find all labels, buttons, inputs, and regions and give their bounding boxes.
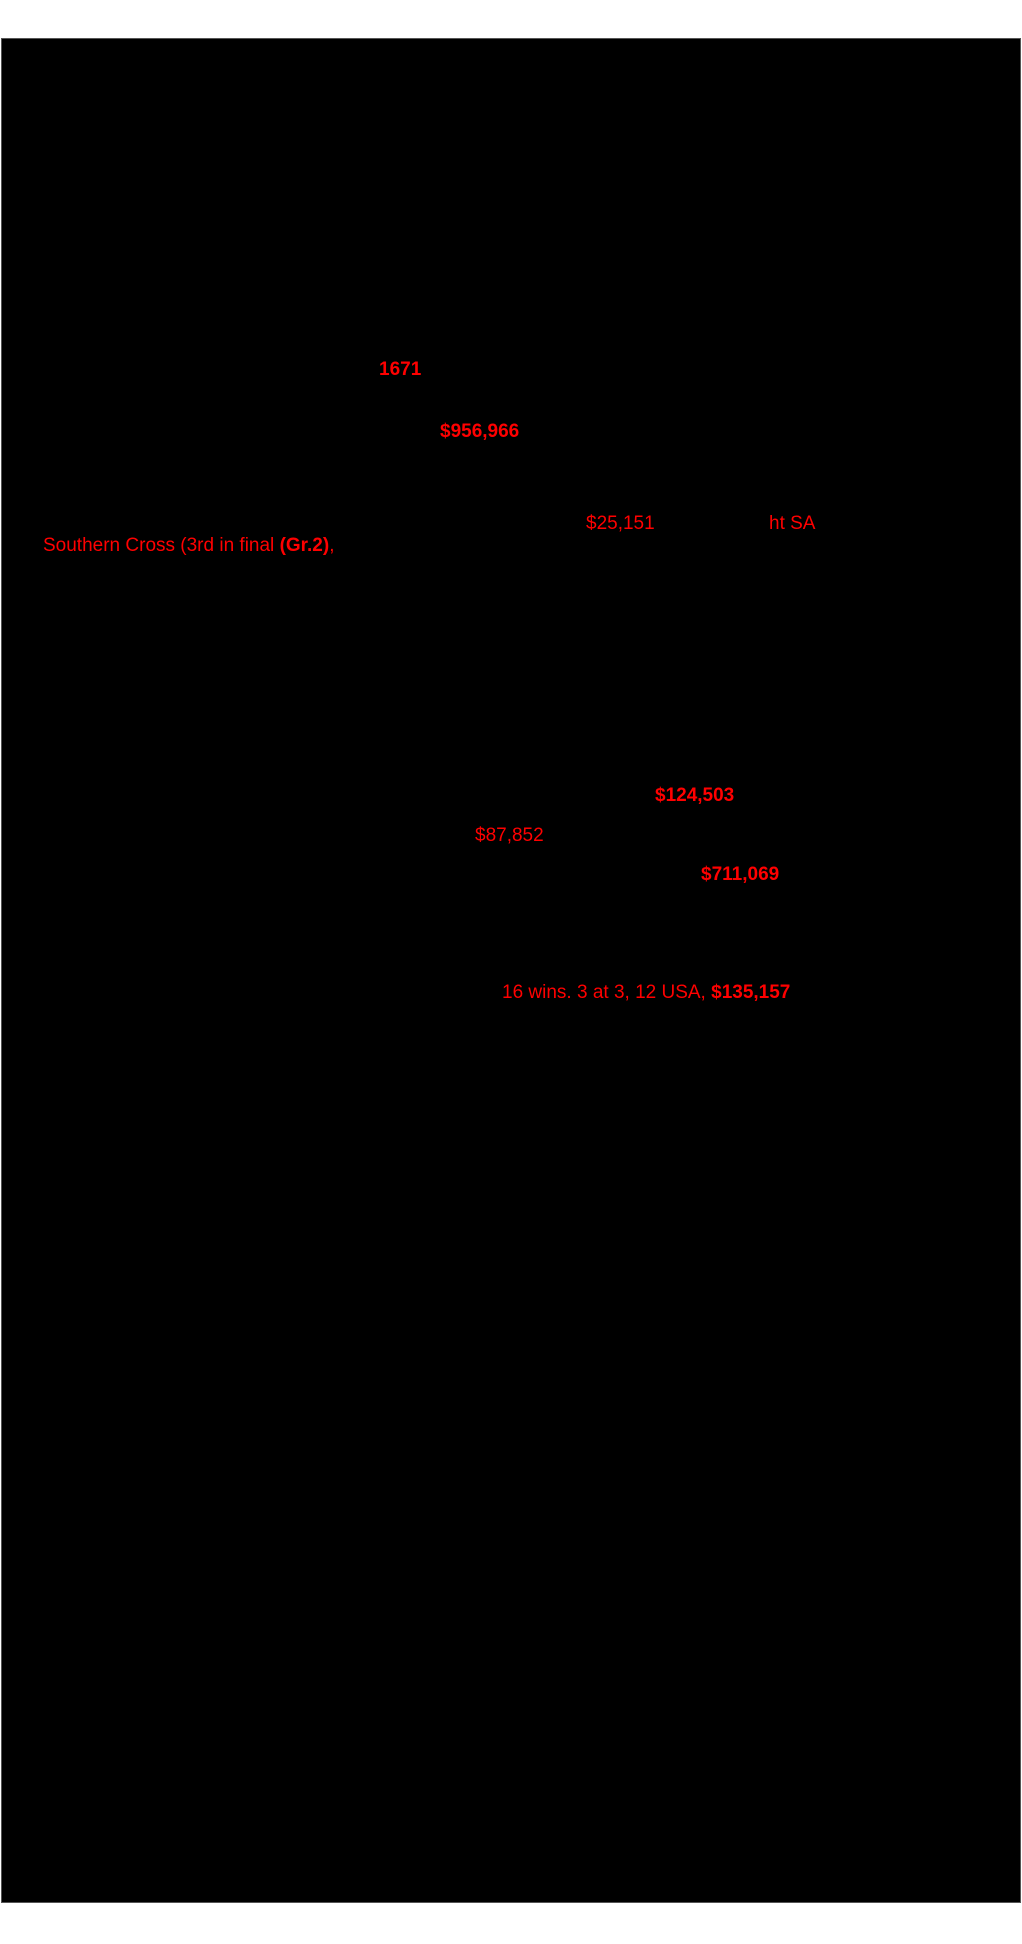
text-fragment-earnings-total: $956,966 <box>440 421 520 442</box>
wins-earnings: $135,157 <box>711 982 791 1003</box>
text-fragment-southern-cross <box>43 535 334 557</box>
text-fragment-earnings-87852: $87,852 <box>475 825 544 846</box>
text-fragment-foal-count: 1671 <box>379 359 422 380</box>
southern-cross-tail: , <box>329 535 335 556</box>
text-fragment-earnings-711069: $711,069 <box>701 864 780 885</box>
document-surface <box>1 38 1021 1903</box>
wins-text: 16 wins. 3 at 3, 12 USA, <box>502 982 712 1003</box>
text-fragment-partial-right: ht SA <box>769 513 816 534</box>
southern-cross-grade: (Gr.2) <box>279 535 330 556</box>
southern-cross-text: Southern Cross (3rd in final <box>43 535 280 556</box>
text-fragment-earnings-small: $25,151 <box>586 513 655 534</box>
text-fragment-earnings-124503: $124,503 <box>655 785 735 806</box>
text-fragment-wins-line <box>502 982 790 1004</box>
